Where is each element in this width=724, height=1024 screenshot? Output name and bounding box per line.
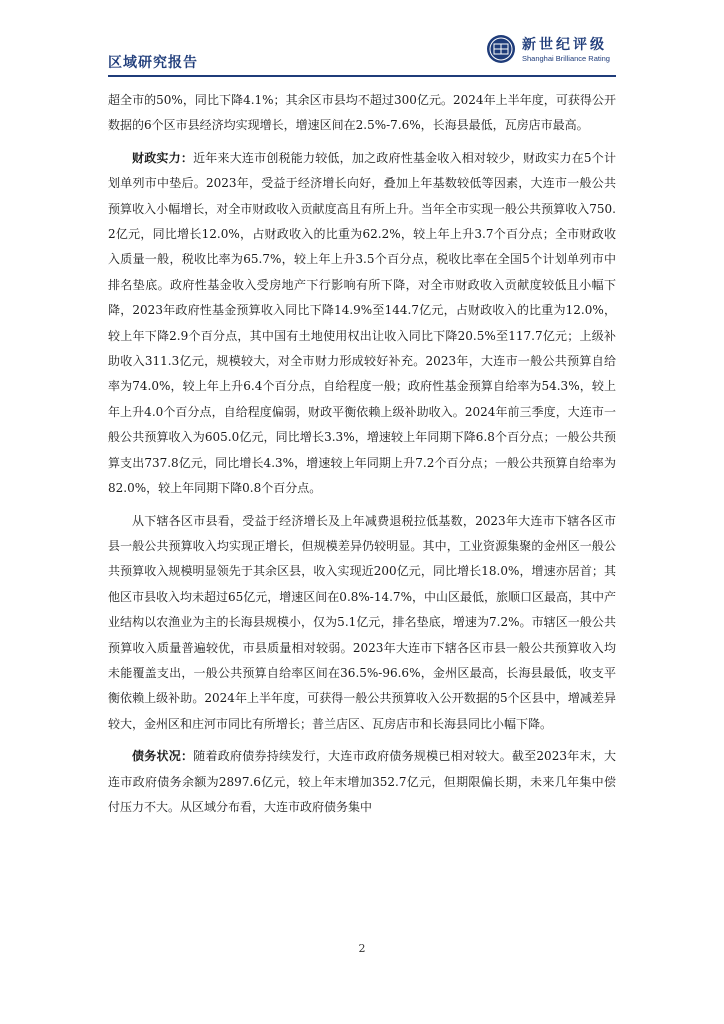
paragraph-lead: 债务状况： [132,749,194,764]
brand-logo [486,32,616,68]
report-category-title: 区域研究报告 [108,55,198,71]
paragraph-lead: 财政实力： [132,150,194,165]
paragraph-debt-status [108,744,616,820]
paragraph-economy-tail [108,88,616,139]
report-body [108,88,616,820]
brand-emblem-icon [486,34,516,64]
page-header [108,30,616,74]
brand-name-en: Shanghai Brilliance Rating [522,54,610,63]
paragraph-fiscal-strength [108,146,616,502]
header-divider [108,75,616,77]
paragraph-text: 近年来大连市创税能力较低，加之政府性基金收入相对较少，财政实力在5个计划单列市中垫后。2023年，受益于经济增长向好，叠加上年基数较低等因素，大连市一般公共预算收入小幅增长，对全市财政收入贡献度高且有所上升。当年全市实现一般公共预算收入750.2亿元，同比增长12.0%，占财政收入的比重为62.2%，较上年上升3.7个百分点；全市财政收入质量一般，税收比率为65.7%，较上年上升3.5个百分点，税收比率在全国5个计划单列市中排名垫底。政府性基金收入受房地产下行影响有所下降，对全市财政收入贡献度较低且小幅下降，2023年政府性基金预算收入同比下降14.9%至144.7亿元，占财政收入的比重为12.0%，较上年下降2.9个百分点，其中国有土地使用权出让收入同比下降20.5%至117.7亿元；上级补助收入311.3亿元，规模较大，对全市财力形成较好补充。2023年，大连市一般公共预算自给率为74.0%，较上年上升6.4个百分点，自给程度一般；政府性基金预算自给率为54.3%，较上年上升4.0个百分点，自给程度偏弱，财政平衡依赖上级补助收入。2024年前三季度，大连市一般公共预算收入为605.0亿元，同比增长3.3%，增速较上年同期下降6.8个百分点；一般公共预算支出737.8亿元，同比增长4.3%，增速较上年同期上升7.2个百分点；一般公共预算自给率为82.0%，较上年同期下降0.8个百分点。 [108,150,616,496]
paragraph-district-fiscal [108,509,616,738]
brand-name-cn: 新世纪评级 [522,37,607,53]
page-number: 2 [358,942,366,955]
paragraph-text: 从下辖各区市县看，受益于经济增长及上年减费退税拉低基数，2023年大连市下辖各区市县一般公共预算收入均实现正增长，但规模差异仍较明显。其中，工业资源集聚的金州区一般公共预算收入规模明显领先于其余区县，收入实现近200亿元，同比增长18.0%，增速亦居首；其他区市县收入均未超过65亿元，增速区间在0.8%-14.7%，中山区最低，旅顺口区最高，其中产业结构以农渔业为主的长海县规模小，仅为5.1亿元，排名垫底，增速为7.2%。市辖区一般公共预算收入质量普遍较优，市县质量相对较弱。2023年大连市下辖各区市县一般公共预算收入均未能覆盖支出，一般公共预算自给率区间在36.5%-96.6%，金州区最高，长海县最低，收支平衡依赖上级补助。2024年上半年度，可获得一般公共预算收入公开数据的5个区县中，增减差异较大，金州区和庄河市同比有所增长；普兰店区、瓦房店市和长海县同比小幅下降。 [108,513,616,731]
paragraph-text: 超全市的50%，同比下降4.1%；其余区市县均不超过300亿元。2024年上半年度，可获得公开数据的6个区市县经济均实现增长，增速区间在2.5%-7.6%，长海县最低，瓦房店市最高。 [108,93,616,133]
paragraph-text: 随着政府债券持续发行，大连市政府债务规模已相对较大。截至2023年末，大连市政府债务余额为2897.6亿元，较上年末增加352.7亿元，但期限偏长期，未来几年集中偿付压力不大。从区域分布看，大连市政府债务集中 [108,749,616,814]
